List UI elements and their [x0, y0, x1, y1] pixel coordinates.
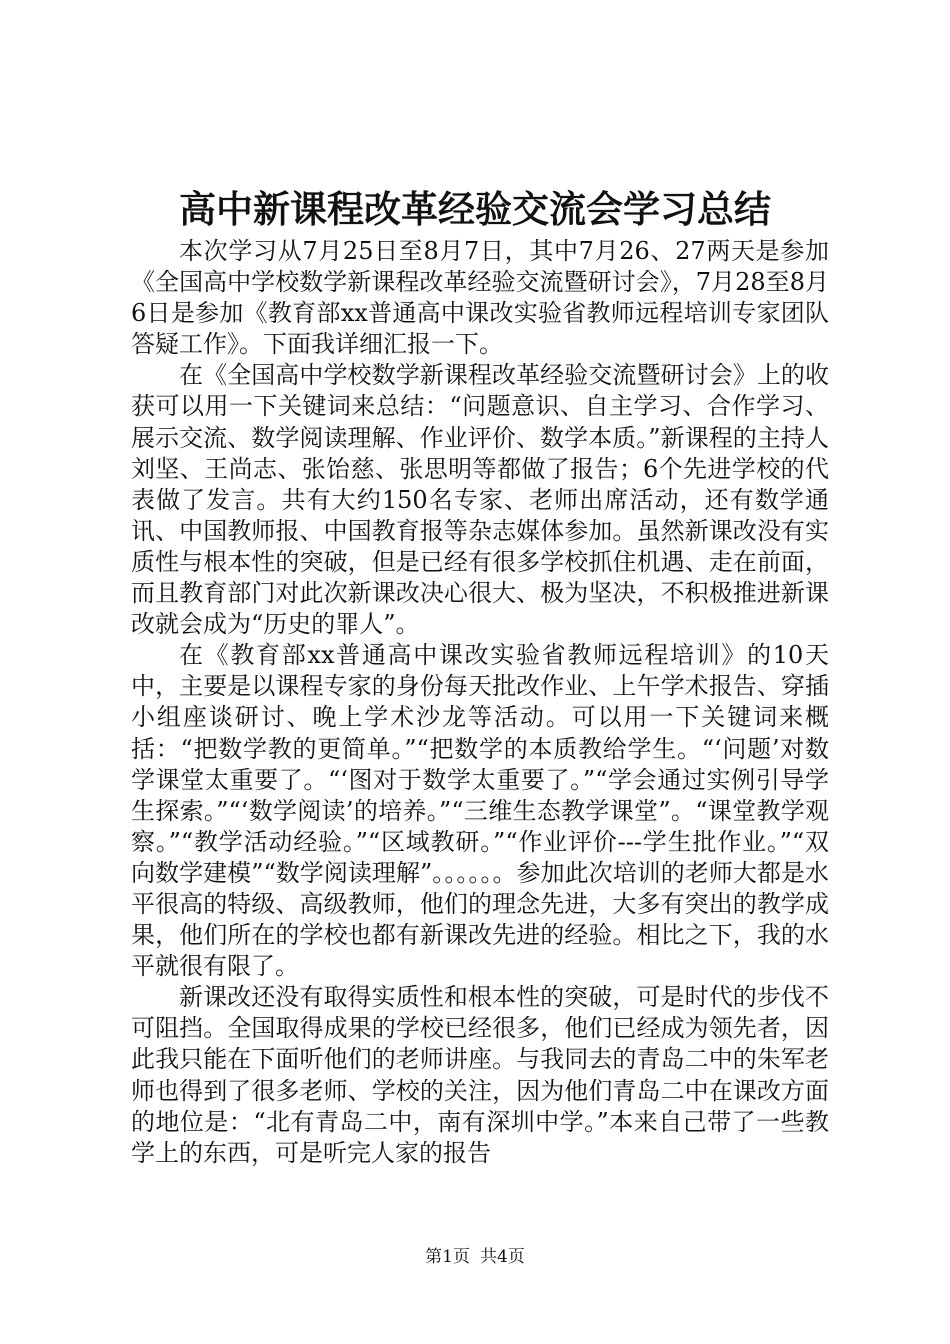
page-footer — [0, 1247, 950, 1267]
paragraph-3: 在《教育部xx普通高中课改实验省教师远程培训》的10天中，主要是以课程专家的身份每天批改作业、上午学术报告、穿插小组座谈研讨、晚上学术沙龙等活动。可以用一下关键词来概括：“把数学教的更简单。”“把数学的本质教给学生。“‘问题’对数学课堂太重要了。“‘图对于数学太重要了。”“学会通过实例引导学生探索。”“‘数学阅读’的培养。”“三维生态教学课堂”。“课堂教学观察。”“教学活动经验。”“区域教研。”“作业评价---学生批作业。”“双向数学建模”“数学阅读理解”。。。。。。参加此次培训的老师大都是水平很高的特级、高级教师，他们的理念先进，大多有突出的教学成果，他们所在的学校也都有新课改先进的经验。相比之下，我的水平就很有限了。 — [131, 641, 829, 981]
document-title: 高中新课程改革经验交流会学习总结 — [179, 187, 771, 231]
paragraph-4: 新课改还没有取得实质性和根本性的突破，可是时代的步伐不可阻挡。全国取得成果的学校已经很多，他们已经成为领先者，因此我只能在下面听他们的老师讲座。与我同去的青岛二中的朱军老师也得到了很多老师、学校的关注，因为他们青岛二中在课改方面的地位是：“北有青岛二中，南有深圳中学。”本来自己带了一些教学上的东西，可是听完人家的报告 — [131, 983, 829, 1167]
page-total: 共4页 — [480, 1247, 525, 1267]
page-number: 第1页 — [425, 1247, 470, 1267]
paragraph-1: 本次学习从7月25日至8月7日，其中7月26、27两天是参加《全国高中学校数学新课程改革经验交流暨研讨会》，7月28至8月6日是参加《教育部xx普通高中课改实验省教师远程培训专家团队答疑工作》。下面我详细汇报一下。 — [131, 237, 829, 359]
paragraph-2: 在《全国高中学校数学新课程改革经验交流暨研讨会》上的收获可以用一下关键词来总结：“问题意识、自主学习、合作学习、展示交流、数学阅读理解、作业评价、数学本质。”新课程的主持人刘坚、王尚志、张饴慈、张思明等都做了报告；6个先进学校的代表做了发言。共有大约150名专家、老师出席活动，还有数学通讯、中国教师报、中国教育报等杂志媒体参加。虽然新课改没有实质性与根本性的突破，但是已经有很多学校抓住机遇、走在前面，而且教育部门对此次新课改决心很大、极为坚决，不积极推进新课改就会成为“历史的罪人”。 — [131, 361, 829, 639]
document-body — [131, 236, 829, 1169]
